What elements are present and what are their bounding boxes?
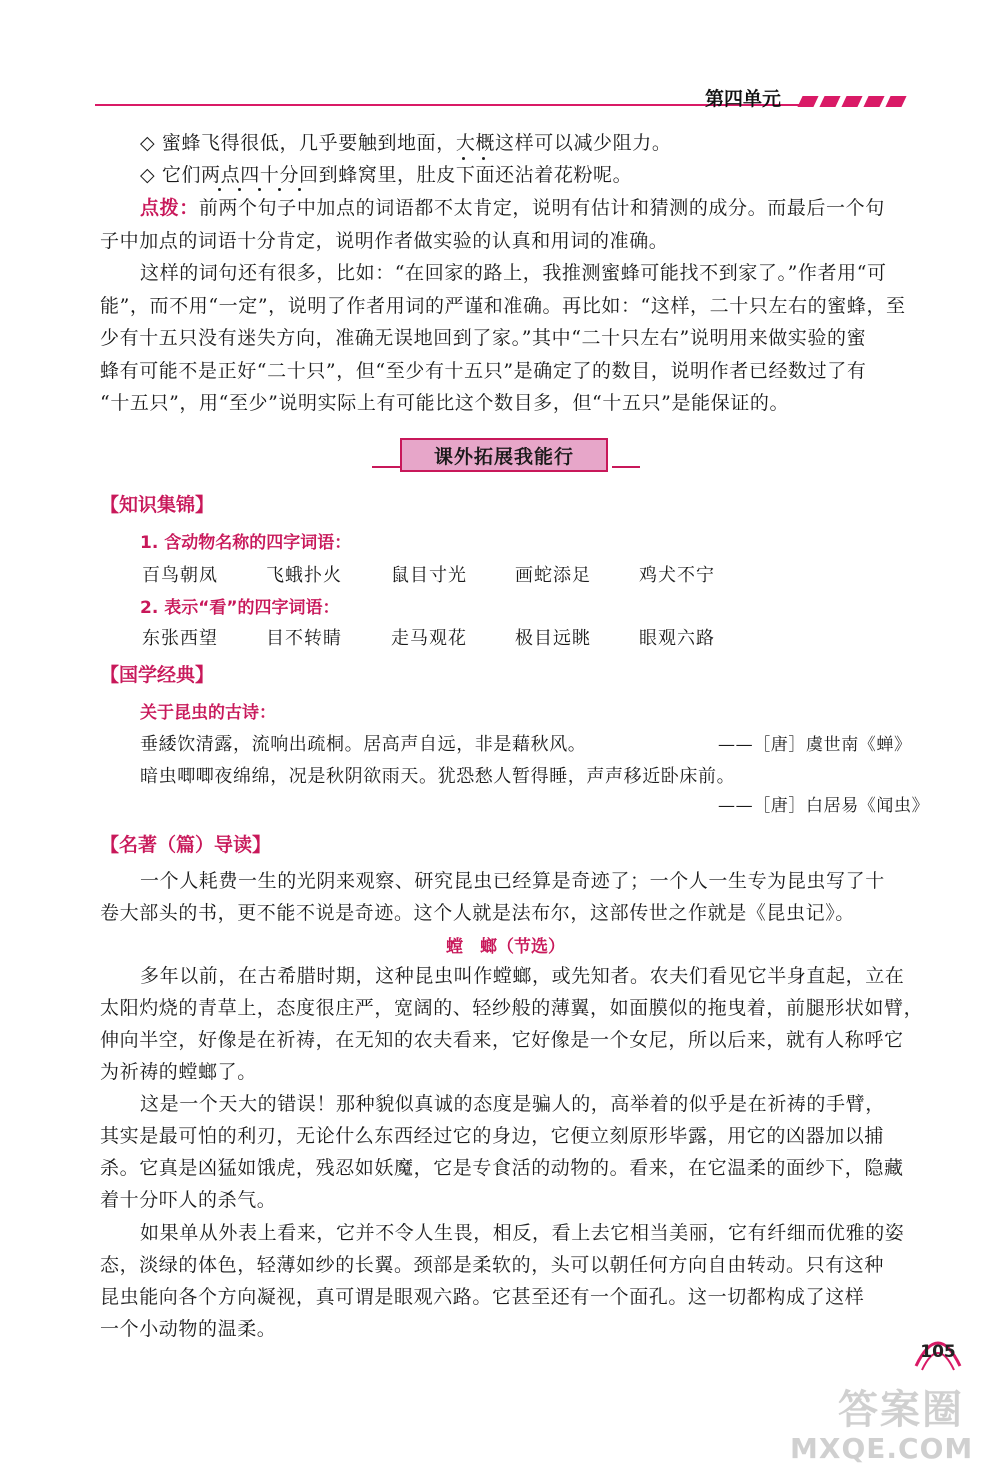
p3-line-1: 如果单从外表上看来，它并不令人生畏，相反，看上去它相当美丽，它有纤细而优雅的姿 [140, 1222, 905, 1244]
tip-text-1: 前两个句子中加点的词语都不太肯定，说明有估计和猜测的成分。而最后一个句 [198, 197, 885, 219]
p2-line-1: 这是一个天大的错误！那种貌似真诚的态度是骗人的，高举着的似乎是在祈祷的手臂， [140, 1093, 885, 1115]
watermark-logo: 答案圈 [838, 1387, 964, 1433]
emphasis-dot [482, 157, 485, 160]
idiom-7: 目不转睛 [266, 628, 342, 649]
emphasis-dot [218, 188, 221, 191]
header-rule [95, 104, 800, 106]
banner-title: 课外拓展我能行 [433, 445, 574, 468]
intro-line-1: 一个人耗费一生的光阴来观察、研究昆虫已经算是奇迹了；一个人一生专为昆虫写了十 [140, 870, 885, 892]
classics-heading: 【国学经典】 [100, 664, 215, 686]
para-line-3: 少有十五只没有迷失方向，准确无误地回到了家。”其中“二十只左右”说明用来做实验的蜜 [100, 327, 867, 349]
idiom-1: 百鸟朝凤 [142, 565, 218, 586]
p1-line-1: 多年以前，在古希腊时期，这种昆虫叫作螳螂，或先知者。农夫们看见它半身直起，立在 [140, 965, 905, 987]
p2-line-2: 其实是最可怕的利刃，无论什么东西经过它的身边，它便立刻原形毕露，用它的凶器加以捕 [100, 1125, 885, 1147]
emphasis-dot [462, 157, 465, 160]
emphasis-dot [298, 188, 301, 191]
poem-2: 暗虫唧唧夜绵绵，况是秋阴欲雨天。犹恐愁人暂得睡，声声移近卧床前。 [140, 766, 736, 787]
idiom-6: 东张西望 [142, 628, 218, 649]
idiom-2: 飞蛾扑火 [266, 565, 342, 586]
watermark-url: MXQE.COM [790, 1432, 974, 1465]
idiom-4: 画蛇添足 [515, 565, 591, 586]
poem-2-source: ——［唐］白居易《闻虫》 [718, 796, 930, 816]
para-line-4: 蜂有可能不是正好“二十只”，但“至少有十五只”是确定了的数目，说明作者已经数过了有 [100, 360, 867, 382]
article-subtitle: 螳 螂（节选） [446, 937, 565, 957]
knowledge-sub-1: 1. 含动物名称的四字词语： [140, 533, 352, 553]
p3-line-2: 态，淡绿的体色，轻薄如纱的长翼。颈部是柔软的，头可以朝任何方向自由转动。只有这种 [100, 1254, 885, 1276]
section-banner [372, 436, 640, 478]
idiom-10: 眼观六路 [639, 628, 715, 649]
idiom-8: 走马观花 [391, 628, 467, 649]
bullet-sentence-1: ◇ 蜜蜂飞得很低，几乎要触到地面，大概这样可以减少阻力。 [140, 132, 672, 154]
knowledge-sub-2: 2. 表示“看”的四字词语： [140, 598, 340, 618]
para-line-1: 这样的词句还有很多，比如：“在回家的路上，我推测蜜蜂可能找不到家了。”作者用“可 [140, 262, 887, 284]
banner-box [400, 438, 608, 472]
unit-title: 第四单元 [705, 88, 782, 110]
bullet-sentence-2: ◇ 它们两点四十分回到蜂窝里，肚皮下面还沾着花粉呢。 [140, 164, 633, 186]
idiom-9: 极目远眺 [515, 628, 591, 649]
para-line-2: 能”，而不用“一定”，说明了作者用词的严谨和准确。再比如：“这样，二十只左右的蜜蜂，至 [100, 295, 906, 317]
emphasis-dot [258, 188, 261, 191]
poem-1-source: ——［唐］虞世南《蝉》 [718, 735, 912, 755]
p3-line-4: 一个小动物的温柔。 [100, 1318, 277, 1340]
tip-line-2: 子中加点的词语十分肯定，说明作者做实验的认真和用词的准确。 [100, 230, 669, 252]
reading-heading: 【名著（篇）导读】 [100, 834, 272, 856]
p2-line-4: 着十分吓人的杀气。 [100, 1189, 277, 1211]
p3-line-3: 昆虫能向各个方向凝视，真可谓是眼观六路。它甚至还有一个面孔。这一切都构成了这样 [100, 1286, 865, 1308]
intro-line-2: 卷大部头的书，更不能不说是奇迹。这个人就是法布尔，这部传世之作就是《昆虫记》。 [100, 902, 855, 924]
classics-sub: 关于昆虫的古诗： [140, 703, 276, 723]
p1-line-3: 伸向半空，好像是在祈祷，在无知的农夫看来，它好像是一个女尼，所以后来，就有人称呼它 [100, 1029, 904, 1051]
p1-line-4: 为祈祷的螳螂了。 [100, 1061, 257, 1083]
para-line-5: “十五只”，用“至少”说明实际上有可能比这个数目多，但“十五只”是能保证的。 [100, 392, 790, 414]
poem-1: 垂緌饮清露，流响出疏桐。居高声自远，非是藉秋风。 [140, 734, 587, 755]
knowledge-heading: 【知识集锦】 [100, 494, 215, 516]
emphasis-dot [278, 188, 281, 191]
header-stripes [800, 92, 915, 106]
tip-label: 点拨： [140, 197, 199, 219]
emphasis-dot [238, 188, 241, 191]
idiom-3: 鼠目寸光 [391, 565, 467, 586]
banner-ornament-left [372, 466, 400, 468]
page-number: 105 [920, 1342, 956, 1362]
idiom-5: 鸡犬不宁 [639, 565, 715, 586]
banner-ornament-right [612, 466, 640, 468]
p1-line-2: 太阳灼烧的青草上，态度很庄严，宽阔的、轻纱般的薄翼，如面膜似的拖曳着，前腿形状如臂， [100, 997, 924, 1019]
p2-line-3: 杀。它真是凶猛如饿虎，残忍如妖魔，它是专食活的动物的。看来，在它温柔的面纱下，隐藏 [100, 1157, 904, 1179]
tip-line-1 [140, 193, 885, 223]
